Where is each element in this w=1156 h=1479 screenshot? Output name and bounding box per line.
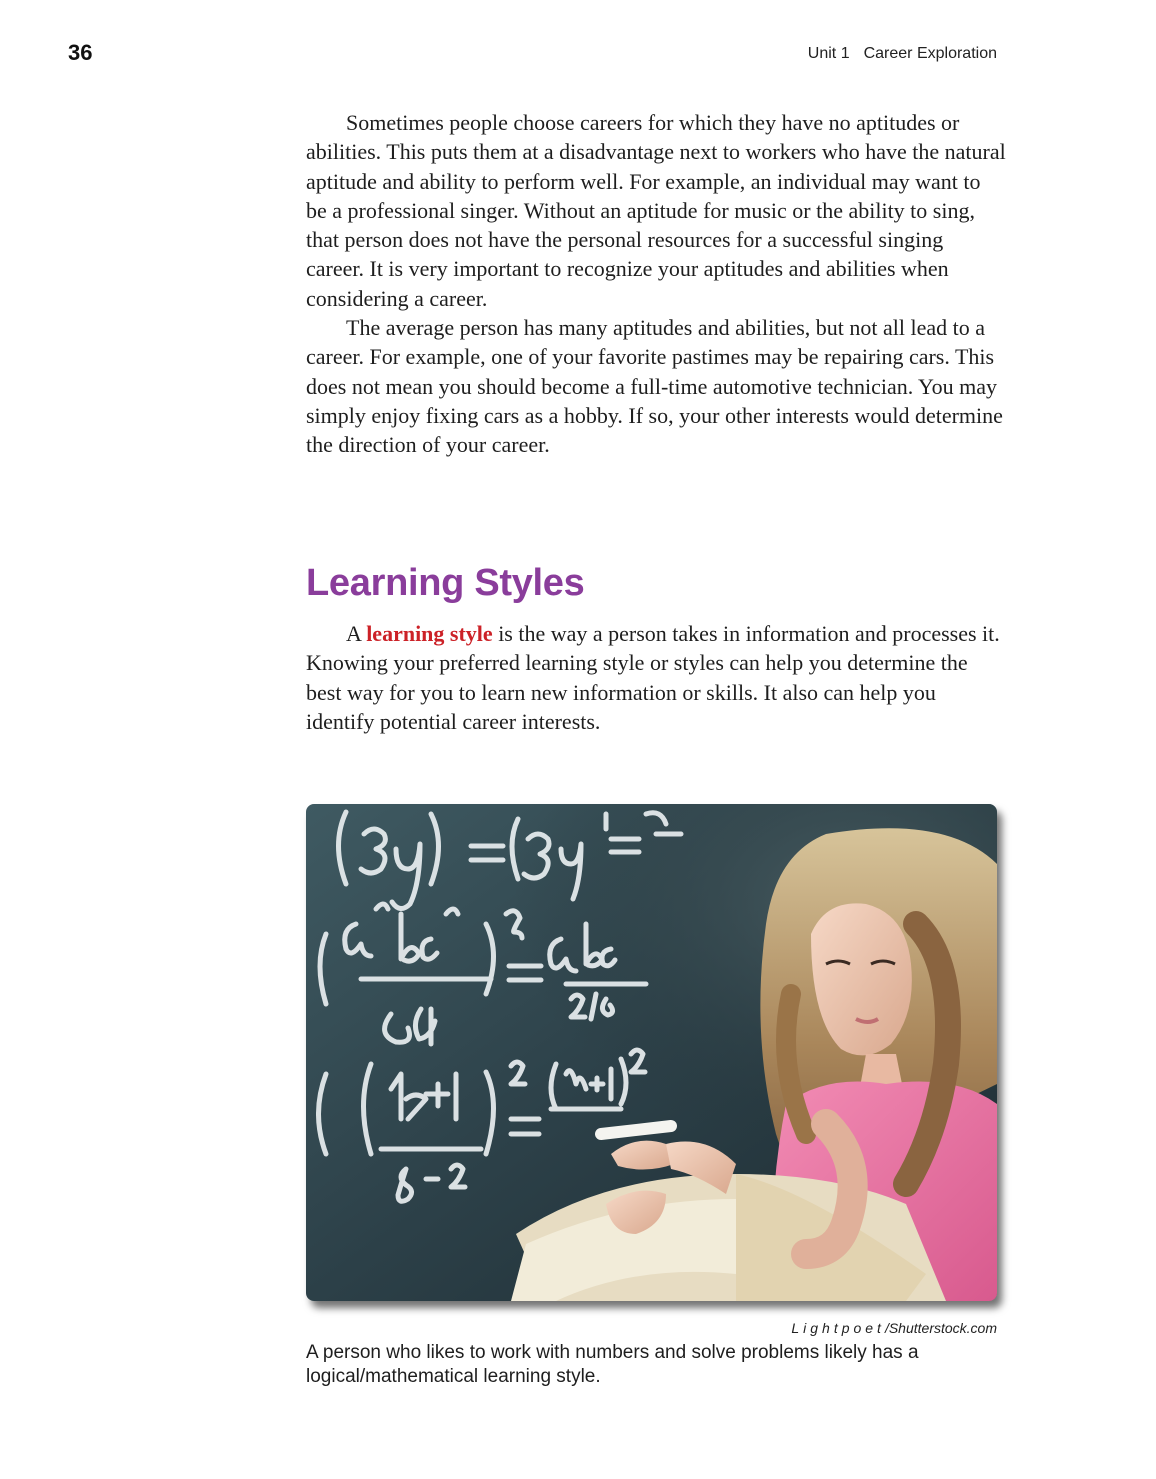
- paragraph: The average person has many aptitudes and abilities, but not all lead to a career. For example, one of your favorite pastimes may be repairing cars. This does not mean you should become a full-time automotive technician. You may simply enjoy fixing cars as a hobby. If so, your other interests would determine the direction of your career.: [306, 315, 1003, 458]
- paragraph-rest: is the way a person takes in information and processes it. Knowing your preferred learning style or styles can help you determine the best way for you to learn new information or skills. It also can help you identify potential career interests.: [306, 621, 1000, 734]
- figure-caption: A person who likes to work with numbers and solve problems likely has a logical/mathematical learning style.: [306, 1342, 919, 1387]
- page-number: 36: [68, 40, 93, 65]
- section-heading: Learning Styles: [306, 562, 585, 604]
- key-term: learning style: [366, 621, 493, 646]
- paragraph: Sometimes people choose careers for which they have no aptitudes or abilities. This puts them at a disadvantage next to workers who have the natural aptitude and ability to perform well. For example, an individual may want to be a professional singer. Without an aptitude for music or the ability to sing, that person does not have the personal resources for a successful singing career. It is very important to recognize your aptitudes and abilities when considering a career.: [306, 110, 1006, 311]
- section-text: [306, 619, 1006, 736]
- body-text: [306, 108, 1006, 460]
- unit-label: Unit 1: [807, 45, 850, 62]
- paragraph: [306, 619, 1006, 736]
- photo-credit: [791, 1320, 997, 1336]
- paragraph-start: A: [346, 621, 361, 646]
- chapter-title: Career Exploration: [863, 45, 997, 62]
- chalkboard-student-illustration: [306, 804, 997, 1301]
- credit-author: Lightpoet: [791, 1320, 885, 1336]
- running-head: [808, 45, 997, 63]
- credit-source: /Shutterstock.com: [884, 1320, 997, 1336]
- figure-photo: [306, 804, 997, 1301]
